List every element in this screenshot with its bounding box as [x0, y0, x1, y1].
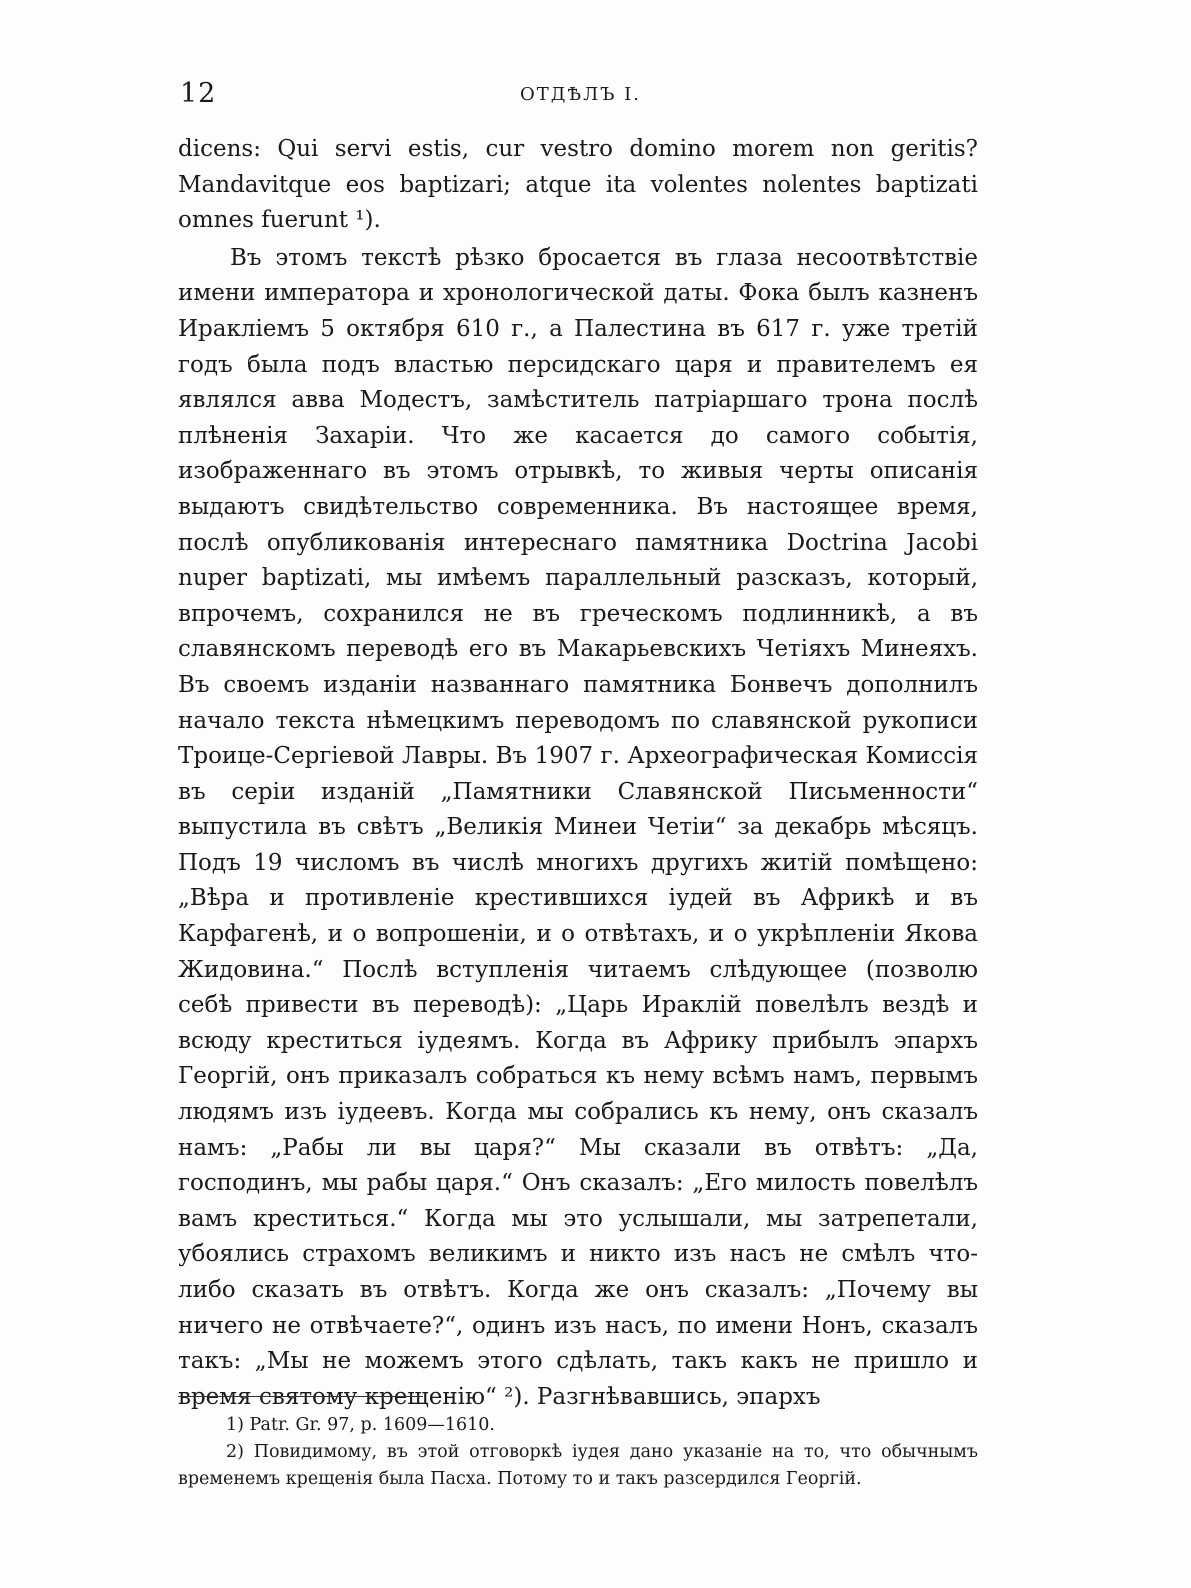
- paragraph-latin-quote: dicens: Qui servi estis, cur vestro domino morem non geritis? Mandavitque eos baptizari; atque ita volentes nolentes baptizati omnes fuerunt ¹).: [178, 136, 978, 234]
- footnote-1: 1) Patr. Gr. 97, p. 1609—1610.: [226, 1415, 495, 1435]
- page-header: [180, 78, 980, 112]
- footnote-separator: [178, 1396, 423, 1397]
- footnotes: [178, 1412, 978, 1493]
- page-number: 12: [180, 78, 217, 109]
- running-title: ОТДѢЛЪ I.: [520, 84, 641, 105]
- main-text: [178, 132, 978, 1415]
- paragraph-commentary: Въ этомъ текстѣ рѣзко бросается въ глаза несоотвѣтствіе имени императора и хронологической даты. Фока былъ казненъ Иракліемъ 5 октября 610 г., а Палестина въ 617 г. уже третій годъ была подъ властью персидскаго царя и правителемъ ея являлся авва Модестъ, замѣститель патріаршаго трона послѣ плѣненія Захаріи. Что же касается до самого событія, изображеннаго въ этомъ отрывкѣ, то живыя черты описанія выдаютъ свидѣтельство современника. Въ настоящее время, послѣ опубликованія интереснаго памятника Doctrina Jacobi nuper baptizati, мы имѣемъ параллельный разсказъ, который, впрочемъ, сохранился не въ греческомъ подлинникѣ, а въ славянскомъ переводѣ его въ Макарьевскихъ Четіяхъ Минеяхъ. Въ своемъ изданіи названнаго памятника Бонвечъ дополнилъ начало текста нѣмецкимъ переводомъ по славянской рукописи Троице-Сергіевой Лавры. Въ 1907 г. Археографическая Комиссія въ серіи изданій „Памятники Славянской Письменности“ выпустила въ свѣтъ „Великія Минеи Четіи“ за декабрь мѣсяцъ. Подъ 19 числомъ въ числѣ многихъ другихъ житій помѣщено: „Вѣра и противленіе крестившихся іудей въ Африкѣ и въ Карфагенѣ, и о вопрошеніи, и о отвѣтахъ, и о укрѣпленіи Якова Жидовина.“ Послѣ вступленія читаемъ слѣдующее (позволю себѣ привести въ переводѣ): „Царь Ираклій повелѣлъ вездѣ и всюду креститься іудеямъ. Когда въ Африку прибылъ эпархъ Георгій, онъ приказалъ собраться къ нему всѣмъ намъ, первымъ людямъ изъ іудеевъ. Когда мы собрались къ нему, онъ сказалъ намъ: „Рабы ли вы царя?“ Мы сказали въ отвѣтъ: „Да, господинъ, мы рабы царя.“ Онъ сказалъ: „Его милость повелѣлъ вамъ креститься.“ Когда мы это услышали, мы затрепетали, убоялись страхомъ великимъ и никто изъ насъ не смѣлъ что-либо сказать въ отвѣтъ. Когда же онъ сказалъ: „Почему вы ничего не отвѣчаете?“, одинъ изъ насъ, по имени Нонъ, сказалъ такъ: „Мы не можемъ этого сдѣлать, такъ какъ не пришло и время святому крещенію“ ²). Разгнѣвавшись, эпархъ: [178, 244, 978, 1410]
- footnote-2: 2) Повидимому, въ этой отговоркѣ іудея дано указаніе на то, что обычнымъ временемъ крещенія была Пасха. Потому то и такъ разсердился Георгій.: [178, 1442, 978, 1489]
